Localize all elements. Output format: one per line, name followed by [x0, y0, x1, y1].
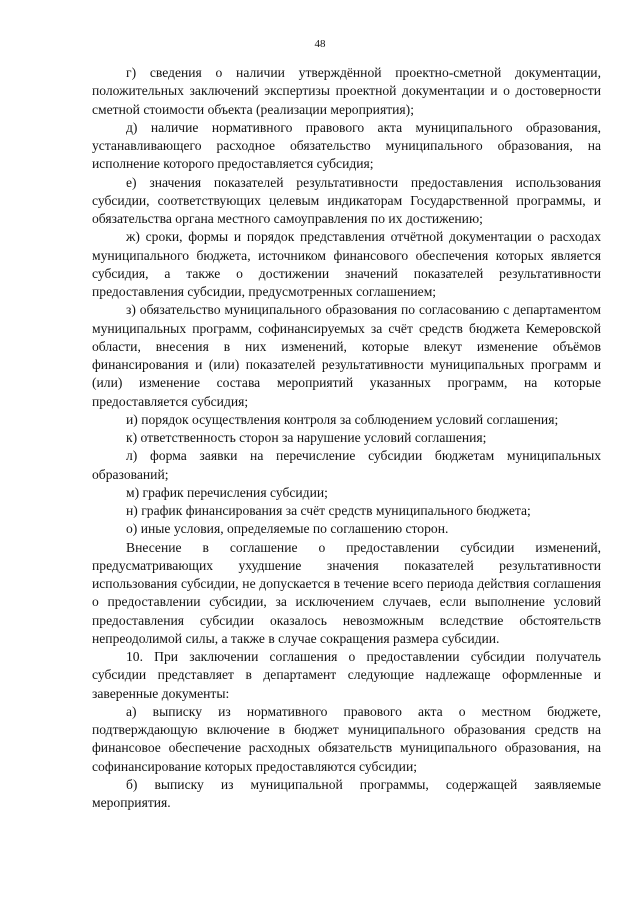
- page-number: 48: [314, 38, 326, 50]
- paragraph-l: л) форма заявки на перечисление субсидии бюджетам муниципальных образований;: [92, 448, 601, 482]
- paragraph-amendments: Внесение в соглашение о предоставлении субсидии изменений, предусматривающих ухудшение значения показателей результативности использования субсидии, не допускается в течение всего периода действия соглашения о предоставлении субсидии, за исключением случаев, если выполнение условий предоставления субсидии оказалось невозможным вследствие обстоятельств непреодолимой силы, а также в случае сокращения размера субсидии.: [92, 539, 601, 646]
- paragraph-item-10: 10. При заключении соглашения о предоставлении субсидии получатель субсидии представляет в департамент следующие надлежаще оформленные и заверенные документы:: [92, 649, 601, 701]
- paragraph-k: к) ответственность сторон за нарушение условий соглашения;: [126, 430, 487, 445]
- paragraph-d: д) наличие нормативного правового акта муниципального образования, устанавливающего расходное обязательство муниципального образования, на исполнение которого предоставляется субсидия;: [92, 119, 601, 172]
- paragraph-m: м) график перечисления субсидии;: [126, 484, 328, 500]
- paragraph-b: б) выписку из муниципальной программы, содержащей заявляемые мероприятия.: [92, 776, 601, 810]
- paragraph-n: н) график финансирования за счёт средств муниципального бюджета;: [126, 503, 531, 518]
- paragraph-e: е) значения показателей результативности предоставления использования субсидии, соответствующих целевым индикаторам Государственной программы, и обязательства органа местного самоуправления по их достижению;: [92, 174, 601, 226]
- document-body: [92, 64, 601, 812]
- paragraph-i: и) порядок осуществления контроля за соблюдением условий соглашения;: [126, 411, 559, 427]
- paragraph-a: а) выписку из нормативного правового акта о местном бюджете, подтверждающую включение в бюджет муниципального образования средств на финансовое обеспечение расходных обязательств муниципального образования, на софинансирование которых предоставляются субсидии;: [92, 703, 601, 774]
- paragraph-zh: ж) сроки, формы и порядок представления отчётной документации о расходах муниципального бюджета, источником финансового обеспечения которых является субсидия, а также о достижении значений показателей результативности предоставления субсидии, предусмотренных соглашением;: [92, 229, 601, 299]
- paragraph-o: о) иные условия, определяемые по соглашению сторон.: [126, 521, 449, 537]
- paragraph-z: з) обязательство муниципального образования по согласованию с департаментом муниципальных программ, софинансируемых за счёт средств бюджета Кемеровской области, внесения в них изменений, которые влекут изменение объёмов финансирования и (или) показателей результативности муниципальных программ и (или) изменение состава мероприятий указанных программ, на которые предоставляется субсидия;: [92, 302, 601, 409]
- paragraph-g: г) сведения о наличии утверждённой проектно-сметной документации, положительных заключений экспертизы проектной документации и о достоверности сметной стоимости объекта (реализации мероприятия);: [92, 65, 601, 117]
